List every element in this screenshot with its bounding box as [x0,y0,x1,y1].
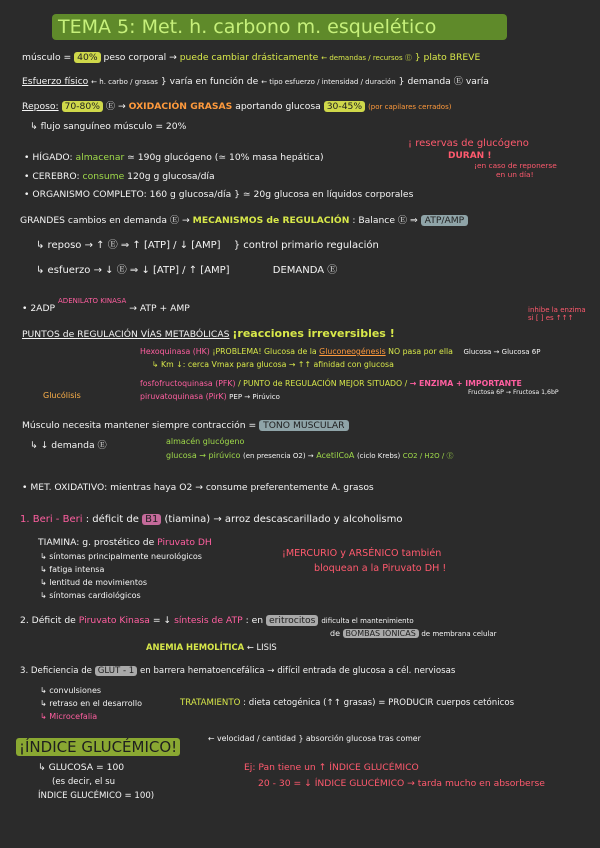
text: ↳ convulsiones [40,686,102,695]
text: síntesis de ATP [174,615,243,626]
text: ↳ síntomas principalmente neurológicos [40,552,202,561]
text: : Balance Ⓔ ⇒ [352,215,418,226]
text: piruvatoquinasa (PirK) [140,392,227,401]
text: • HÍGADO: [24,152,73,163]
line-physical-effort [22,76,600,88]
text: ↳ retraso en el desarrollo [40,699,143,708]
text: ¡en caso de reponerse [474,161,557,170]
text: 2. Déficit de [20,615,76,626]
text: ÍNDICE GLUCÉMICO = 100) [38,791,155,801]
text: (por capilares cerrados) [368,103,452,111]
text: } absorción glucosa tras comer [298,734,421,743]
line-symptom-cardio [40,590,600,602]
text: dificulta el mantenimiento [321,617,414,625]
text: ↳ síntomas cardiológicos [40,591,141,600]
text: ¡PROBLEMA! [212,347,262,356]
text: Gluconeogénesis [319,347,386,356]
text: (tiamina) → arroz descascarillado y alcoholismo [164,514,403,525]
text: → ENZIMA + IMPORTANTE [409,379,522,388]
highlight-b1: B1 [142,514,161,525]
text: 20 - 30 = ↓ ÍNDICE GLUCÉMICO → tarda mucho en absorberse [258,778,545,789]
text: TRATAMIENTO [180,698,241,708]
line-pirk [140,391,600,403]
line-beriberi [20,514,600,526]
text: (ciclo Krebs) [356,452,401,460]
text: ↳ lentitud de movimientos [40,578,148,587]
text: ↳ reposo → ↑ Ⓔ ⇒ ↑ [ATP] / ↓ [AMP] [36,240,221,251]
text: OXIDACIÓN GRASAS [128,101,233,112]
text: ↳ Microcefalia [40,712,98,721]
text: ↳ fatiga intensa [40,565,105,574]
line-adenylate [22,297,600,315]
text: PUNTOS de REGULACIÓN VÍAS METABÓLICAS [22,329,230,340]
line-gi-100 [38,790,600,802]
text: Piruvato Kinasa [78,615,150,626]
text: ← tipo esfuerzo / intensidad / duración [261,78,396,86]
line-muscle-weight [22,52,600,64]
text: ↳ flujo sanguíneo músculo = 20% [30,121,187,132]
text: ← demandas / recursos Ⓔ [321,54,412,62]
text: inhibe la enzima si [ ] es ↑↑↑ [528,306,586,322]
text: = ↓ [152,615,172,626]
highlight-erythrocytes: eritrocitos [266,615,318,626]
text: peso corporal → [103,52,177,63]
text: ← velocidad / cantidad [208,734,296,743]
page-title: TEMA 5: Met. h. carbono m. esquelético [58,16,437,38]
text: ¡MERCURIO y ARSÉNICO también [282,548,442,559]
line-bread-example [244,762,600,774]
text: Hexoquinasa (HK) [140,347,210,356]
text: 3. Deficiencia de [20,666,92,676]
line-block-pdh [314,563,600,575]
text: ← LISIS [246,642,277,652]
line-blood-flow [30,121,600,133]
text: consume [82,171,125,182]
line-regulation-points [22,328,600,341]
text: de [330,629,340,638]
text: • ORGANISMO COMPLETO: [24,189,147,200]
highlight-muscle-tone: TONO MUSCULAR [259,420,349,431]
highlight-atp-amp: ATP/AMP [421,215,469,226]
highlight-40: 40% [74,52,100,63]
text: } demanda Ⓔ varía [398,76,489,87]
text: ← h. carbo / grasas [91,78,158,86]
text: ≃ 190g glucógeno (≃ 10% masa hepática) [127,152,324,163]
line-rest-atp [36,240,600,252]
text: ↳ GLUCOSA = 100 [38,762,125,773]
line-mercury [282,548,600,560]
line-oxidative [22,482,600,494]
line-convulsions [40,685,600,697]
text: DEMANDA Ⓔ [272,265,338,276]
line-pk-deficit [20,615,600,627]
text: • MET. OXIDATIVO: mientras haya O2 → consume preferentemente A. grasos [22,482,374,493]
text: en un día! [496,170,534,179]
text: / PUNTO de REGULACIÓN MEJOR SITUADO / [238,379,408,388]
line-rest [22,101,600,113]
text: ↳ Km ↓: cerca Vmax para glucosa → ↑↑ afinidad con glucosa [152,360,394,369]
highlight-glut1: GLUT - 1 [95,666,138,676]
text: ¡ reservas de glucógeno [408,138,529,149]
text: CO2 / H2O / Ⓔ [402,452,454,460]
text: de membrana celular [421,630,497,638]
line-symptom-slowness [40,577,600,589]
line-liver [24,152,600,164]
text: : déficit de [85,514,139,525]
line-ion-pumps [330,628,600,640]
text: (en presencia O2) → [243,452,314,460]
text: DURAN ! [448,151,492,161]
text: almacén glucógeno [166,437,245,446]
text: glucosa → [166,451,206,460]
text: NO pasa por ella [388,347,453,356]
highlight-glycemic-index: ¡ÍNDICE GLUCÉMICO! [16,738,180,756]
text: • 2ADP [22,303,56,314]
line-organism [24,189,600,201]
text: 120g g glucosa/día [127,171,215,182]
text: Glucosa → Glucosa 6P [463,348,541,356]
text: • CEREBRO: [24,171,80,182]
text: pirúvico [208,451,241,460]
text: Fructosa 6P → Fructosa 1,6bP [468,389,559,396]
line-big-changes [20,215,600,227]
text: Reposo: [22,101,59,112]
line-low-gi [258,778,600,790]
text: Esfuerzo físico [22,76,89,87]
text: aportando glucosa [235,101,321,112]
line-effort-atp [36,265,600,277]
text: ANEMIA HEMOLÍTICA [146,642,245,652]
highlight-ion-pumps: BOMBAS IÓNICAS [343,629,419,638]
text: ↳ esfuerzo → ↓ Ⓔ ⇒ ↓ [ATP] / ↑ [AMP] [36,265,230,276]
text: Músculo necesita mantener siempre contracción = [22,420,257,431]
text: ↳ ↓ demanda Ⓔ [30,440,107,451]
line-glucose-path [166,450,600,462]
line-microcephaly [40,711,600,723]
text: GRANDES cambios en demanda Ⓔ → [20,215,190,226]
text: Piruvato DH [157,537,212,548]
text: } varía en función de [160,76,259,87]
text: 160 g glucosa/día [149,189,232,200]
text: MECANISMOS de REGULACIÓN [192,215,350,226]
text: PEP → Pirúvico [229,393,280,401]
line-treatment [180,697,600,709]
highlight-70-80: 70-80% [62,101,103,112]
text: Ⓔ → [105,101,126,112]
text: AcetilCoA [316,451,355,460]
line-glut1 [20,665,600,677]
line-speed-qty [208,733,600,745]
text: en barrera hematoencefálica → difícil entrada de glucosa a cél. nerviosas [140,666,456,676]
line-km [152,359,600,371]
line-muscle-tone [22,420,600,432]
text: fosfofructoquinasa (PFK) [140,379,236,388]
text: puede cambiar drásticamente [179,52,319,63]
text: → ATP + AMP [129,303,190,314]
text: } ≃ 20g glucosa en líquidos corporales [234,189,414,200]
text: } plato BREVE [414,52,481,63]
line-anemia [146,641,600,653]
note-glycogen-reserves [408,138,529,150]
text: Glucólisis [43,391,81,400]
line-glycogen-store [166,436,600,448]
text: Ej: Pan tiene un ↑ ÍNDICE GLUCÉMICO [244,762,419,773]
text: ADENILATO KINASA [58,297,127,305]
text: (es decir, el su [52,777,116,787]
text: TIAMINA: g. prostético de [38,537,155,548]
text: ¡reacciones irreversibles ! [232,327,395,340]
text: músculo = [22,52,72,63]
highlight-30-45: 30-45% [324,101,365,112]
text: Glucosa de la [263,347,317,356]
text: almacenar [75,152,125,163]
text: : en [245,615,264,626]
text: bloquean a la Piruvato DH ! [314,563,447,574]
line-brain [24,171,600,183]
note-inhibits [528,306,588,322]
text: } control primario regulación [233,240,379,251]
text: 1. Beri - Beri [20,514,83,525]
text: : dieta cetogénica (↑↑ grasas) = PRODUCIR cuerpos cetónicos [243,698,515,708]
line-hexokinase [140,346,600,358]
